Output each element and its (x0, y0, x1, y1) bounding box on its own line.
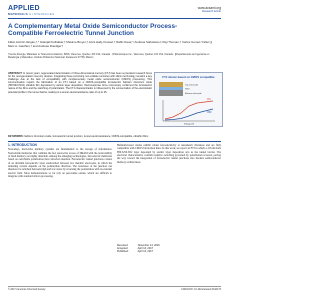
toc-graphic (154, 72, 223, 127)
top-electrode-layer (159, 82, 183, 87)
accepted-label: Accepted: (117, 247, 129, 251)
axis-voltage-label: Voltage (V) (183, 123, 195, 126)
journal-url[interactable]: www.acsami.org (197, 6, 221, 10)
label-hzo: HZO (185, 88, 190, 91)
journal-word-interfaces: & INTERFACES (29, 12, 55, 16)
keywords-label: KEYWORDS: (8, 135, 24, 138)
intro-paragraph-left: Nowadays, hard-drive memory systems are fundamental to the storage of information. Nonvolatile memories that combine the fast read-write access of DRAM with the nonvolatility of flash memory are highly desirable. Among the emerging technologies, ferroelectric memories based on switchable polarization have attracted attention. Ferroelectric tunnel junctions consist of an ultrathin ferroelectric layer sandwiched between two metallic electrodes, in which the tunneling current depends on the polarization direction. The resistance of the junction can therefore be switched between high and low states by reversing the polarization with an external electric field. Most demonstrations so far rely on perovskite oxides, which are difficult to integrate with standard silicon processing. (8, 148, 112, 179)
published-row (117, 250, 221, 253)
intro-paragraph-right: Hafnium-based oxides exhibit robust ferroelectricity at nanometric thickness and are fully compatible with CMOS fabrication lines. In this work, we report an FTJ in which a 2.8 nm thick Hf0.5Zr0.5O2 layer deposited by atomic layer deposition acts as the tunnel barrier. The electrical characteristics confirm resistive switching governed by polarization reversal, paving the way toward the integration of ferroelectric tunnel junctions into modern semiconductor memory architectures. (117, 144, 221, 164)
journal-word-applied: APPLIED (8, 5, 40, 12)
received-label: Received: (117, 244, 129, 247)
footer-rule (8, 286, 221, 287)
label-bottom-electrode: Bottom electrode (185, 93, 202, 95)
off-label: OFF (207, 112, 212, 114)
body-column-right (117, 144, 221, 164)
article-type-label: Research Article (202, 10, 221, 13)
journal-logo-subtitle (8, 12, 54, 16)
off-curve (165, 109, 213, 120)
copyright: © 2017 American Chemical Society (8, 288, 46, 291)
header-rule (8, 18, 221, 19)
journal-word-materials: MATERIALS (8, 12, 28, 16)
toc-graphic-svg (155, 73, 222, 126)
section-heading-introduction: 1. INTRODUCTION (8, 143, 37, 147)
on-label: ON (207, 99, 211, 101)
received-date: November 14, 2016 (137, 244, 160, 247)
journal-logo (8, 5, 40, 12)
body-column-left (8, 144, 112, 178)
hzo-layer (159, 87, 183, 90)
author-list: Fábio Ambriz-Vargas,†,* Gitanjali Kolhatkar,† Maxime Broyer,† Azza Hadj-Youssef,† Rafik Nouar,† Andreas Sarkissian,‡ Reji Thomas,† Carlos Gomez-Yáñez,§ Marc A. Gauthier,† and Andreas Ruediger† (8, 40, 212, 48)
keywords-text: hafnium zirconium oxide, ferroelectric tunnel junction, tunnel electroresistance, CMOS-compatible, ultrathin films (24, 135, 149, 138)
label-top-electrode: Top electrode (185, 84, 199, 87)
accepted-date: April 13, 2017 (137, 247, 153, 251)
paper-title: A Complementary Metal Oxide Semiconductor Process-Compatible Ferroelectric Tunnel Junction (8, 23, 178, 38)
abstract-rule (8, 141, 221, 142)
publication-dates (117, 244, 221, 253)
abstract (8, 72, 152, 134)
published-date: April 13, 2017 (137, 250, 153, 254)
page-doi[interactable]: 13262 DOI: 10.1021/acsami.6b16173 (181, 288, 221, 291)
figure-caption: FTJ device based on CMOS compatible (162, 75, 215, 79)
published-label: Published: (117, 250, 129, 254)
affiliations: †Centre Énergie, Matériaux et Télécommunications, INRS, Varennes, Québec J3X 1S2, Canada · ‡Plasmionique Inc., Varennes, Québec J3X 1S2, Canada · §Departamento de Ingeniería en Metalurgia y Materiales, Instituto Politécnico Nacional, Zacatenco 07738, México (8, 53, 210, 59)
abstract-text: In recent years, regenerated determination of three-dimensional memory (FTJ) has been a prevalent research focus for the next-generation memory devices. Integrating these promising non-volatile memories with silicon technology remains a key challenge due to the lack of compatibility with complementary metal oxide semiconductor (CMOS) processing. This communication reports the fabrication of an FTJ based on a CMOS-compatible ferroelectric hafnium zirconium oxide (Hf0.5Zr0.5O2) ultrathin film deposited by atomic layer deposition. Piezoresponse force microscopy confirmed the ferroelectric nature of the films and the switching of polarization. The FTJ characterization is influenced by the concentration of the electrostatic potential profile in the tunnel barrier, leading to a tunnel electroresistance ratio of up to 25. (8, 72, 152, 94)
bottom-electrode-layer (159, 90, 183, 96)
abstract-label: ABSTRACT: (8, 72, 23, 75)
keywords (8, 135, 218, 138)
